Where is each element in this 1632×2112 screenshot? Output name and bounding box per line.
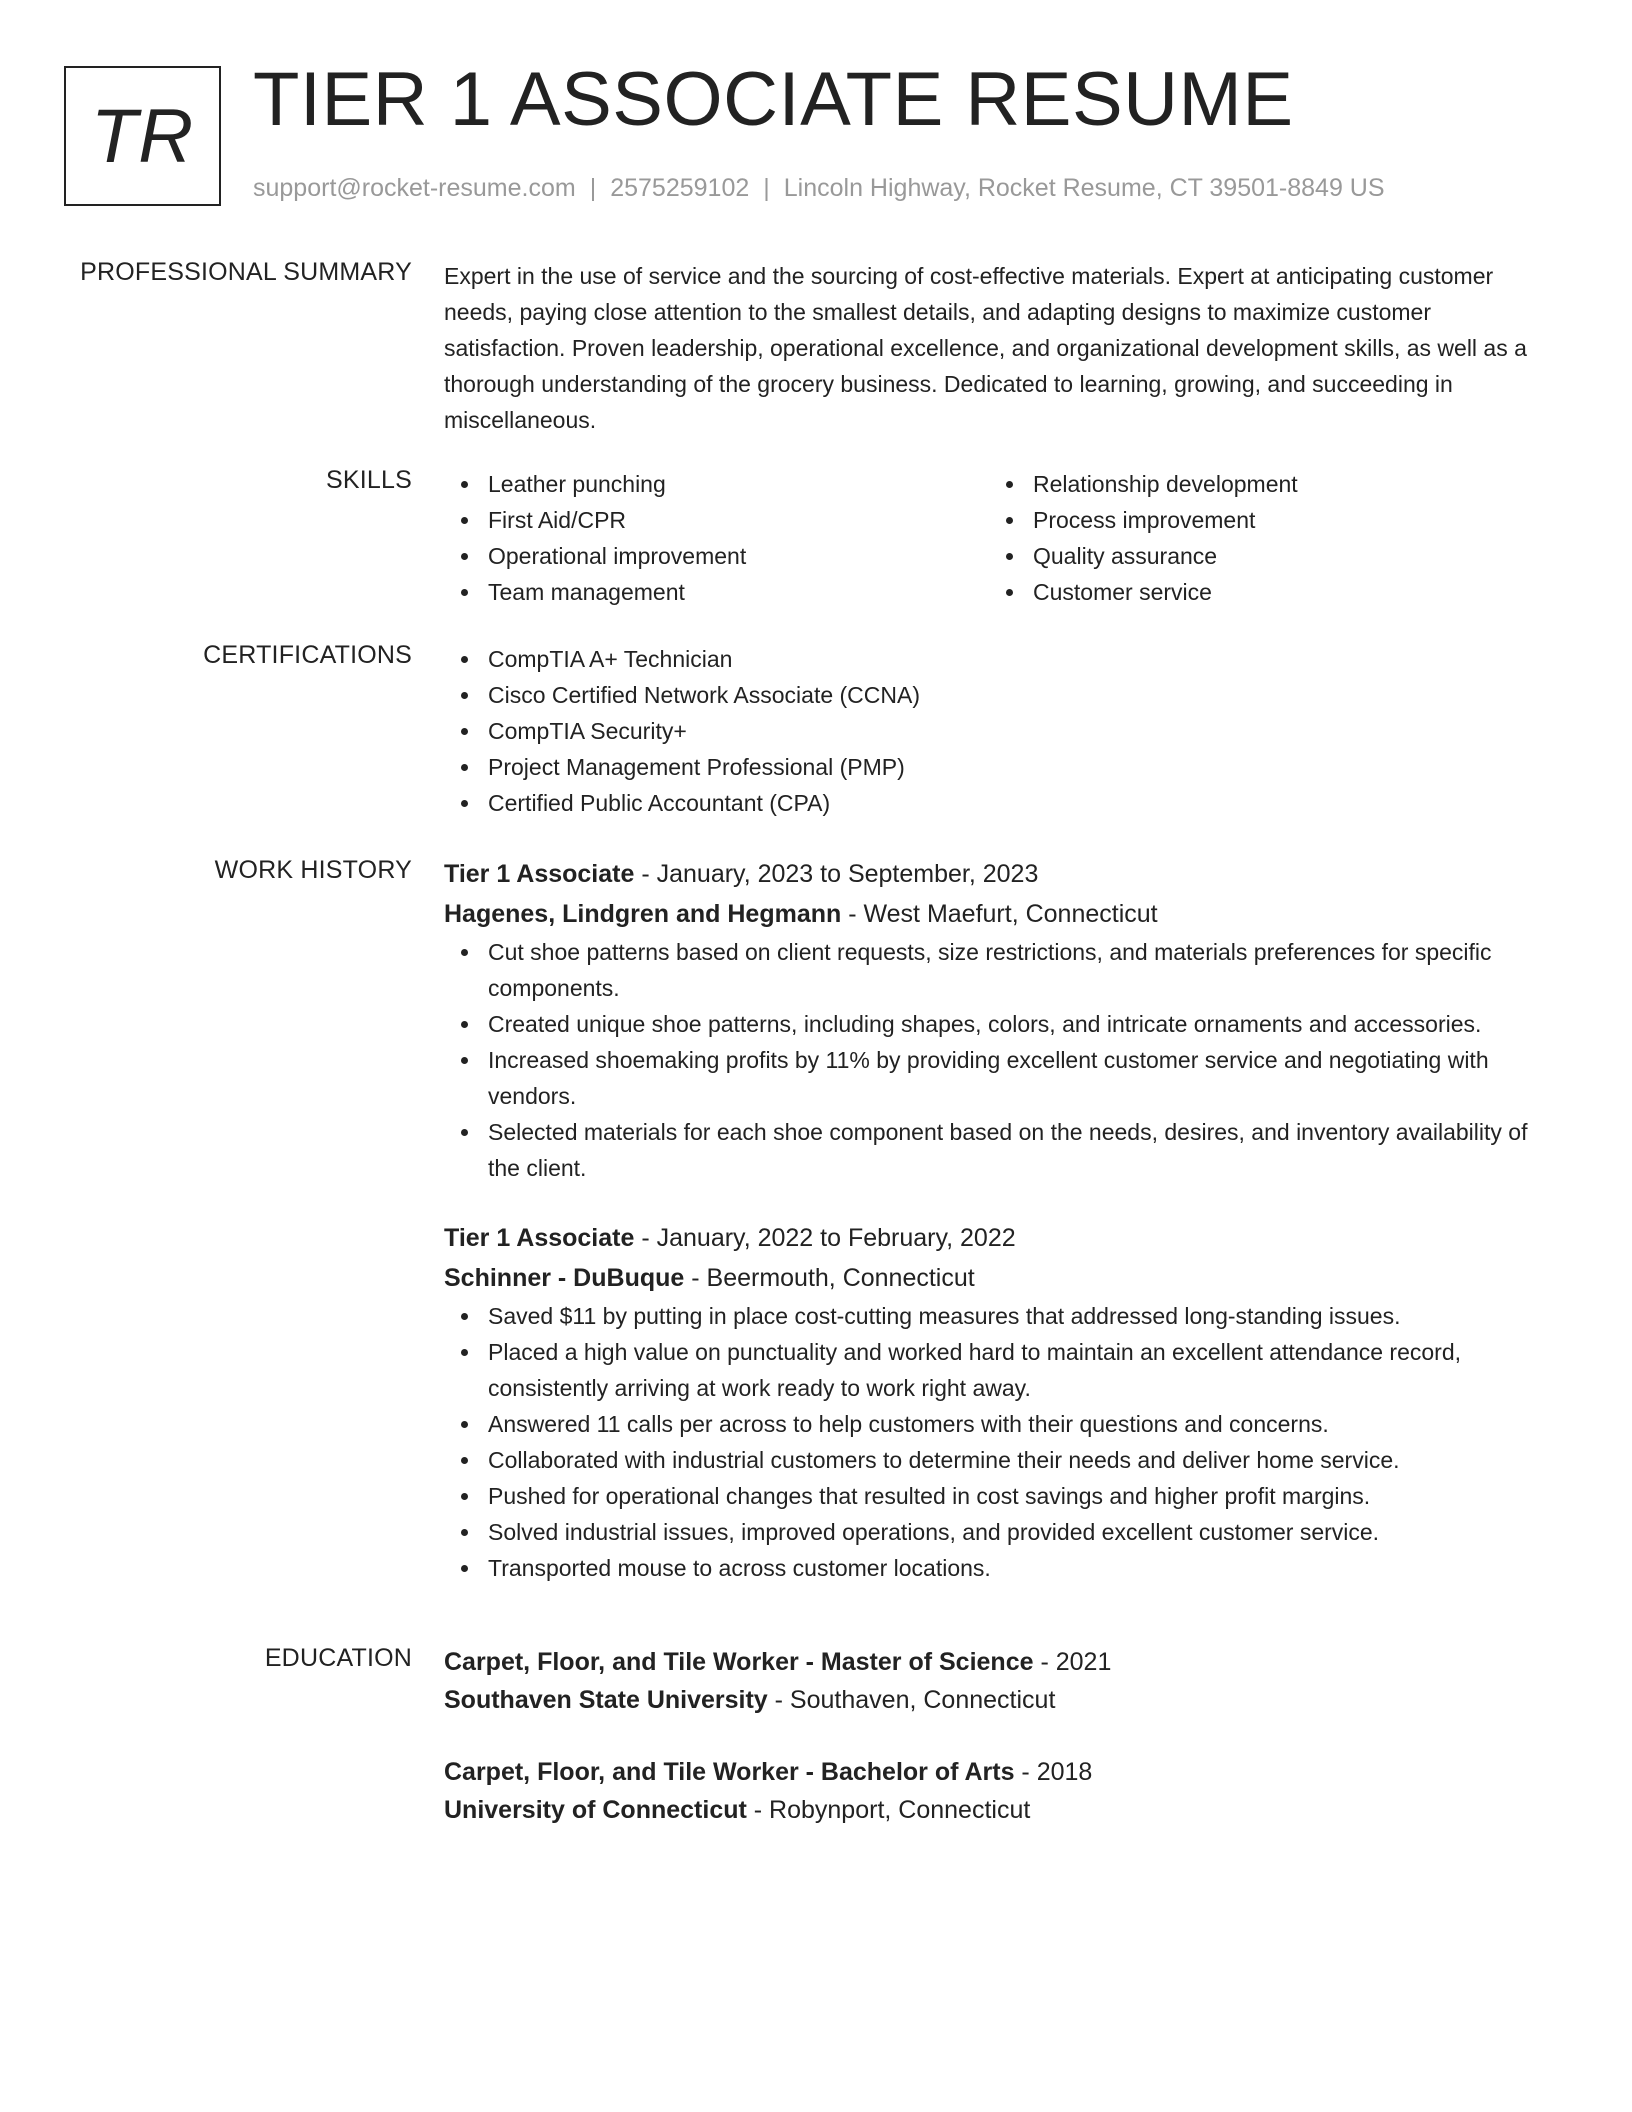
job-duty: Saved $11 by putting in place cost-cutting measures that addressed long-standing issues. <box>444 1298 1554 1334</box>
section-label-skills: SKILLS <box>326 466 412 494</box>
education-school-line <box>444 1681 1554 1719</box>
certification-item: CompTIA A+ Technician <box>444 641 1554 677</box>
education-location: - Southaven, Connecticut <box>767 1686 1056 1714</box>
job-duty: Placed a high value on punctuality and worked hard to maintain an excellent attendance record, consistently arriving at work ready to work right away. <box>444 1334 1554 1406</box>
certification-item: Cisco Certified Network Associate (CCNA) <box>444 677 1554 713</box>
education-degree-line <box>444 1643 1554 1681</box>
job-duty: Selected materials for each shoe component based on the needs, desires, and inventory availability of the client. <box>444 1114 1554 1186</box>
job-title-line <box>444 1218 1554 1258</box>
job-duty: Transported mouse to across customer locations. <box>444 1550 1554 1586</box>
education-entry <box>444 1753 1554 1829</box>
skills-list-right <box>989 466 1534 610</box>
skill-item: Team management <box>444 574 989 610</box>
certification-item: Certified Public Accountant (CPA) <box>444 785 1554 821</box>
education-degree: Carpet, Floor, and Tile Worker - Master of Science <box>444 1648 1034 1676</box>
job-location: - West Maefurt, Connecticut <box>841 900 1158 928</box>
contact-line <box>253 174 1385 203</box>
education-year: - 2021 <box>1033 1648 1112 1676</box>
contact-address: Lincoln Highway, Rocket Resume, CT 39501-8849 US <box>783 174 1385 202</box>
job-duty: Collaborated with industrial customers to determine their needs and deliver home service. <box>444 1442 1554 1478</box>
skill-item: Process improvement <box>989 502 1534 538</box>
job-duty: Solved industrial issues, improved operations, and provided excellent customer service. <box>444 1514 1554 1550</box>
monogram-text: TR <box>90 93 195 179</box>
job-company-line <box>444 1258 1554 1298</box>
job-duty: Pushed for operational changes that resulted in cost savings and higher profit margins. <box>444 1478 1554 1514</box>
section-label-education: EDUCATION <box>264 1644 412 1672</box>
skill-item: Operational improvement <box>444 538 989 574</box>
skill-item: Quality assurance <box>989 538 1534 574</box>
job-dates: - January, 2023 to September, 2023 <box>634 860 1039 888</box>
education-school: University of Connecticut <box>444 1796 747 1824</box>
contact-separator: | <box>763 174 770 202</box>
skills-list-left <box>444 466 989 610</box>
job-dates: - January, 2022 to February, 2022 <box>634 1224 1016 1252</box>
resume-title: TIER 1 ASSOCIATE RESUME <box>253 57 1294 142</box>
education-degree: Carpet, Floor, and Tile Worker - Bachelor of Arts <box>444 1758 1015 1786</box>
skill-item: First Aid/CPR <box>444 502 989 538</box>
certification-item: Project Management Professional (PMP) <box>444 749 1554 785</box>
education-entry <box>444 1643 1554 1719</box>
job-duty: Answered 11 calls per across to help customers with their questions and concerns. <box>444 1406 1554 1442</box>
job-entry <box>444 854 1554 1186</box>
summary-text: Expert in the use of service and the sourcing of cost-effective materials. Expert at anticipating customer needs, paying close attention to the smallest details, and adapting designs to maximize customer satisfaction. Proven leadership, operational excellence, and organizational development skills, as well as a thorough understanding of the grocery business. Dedicated to learning, growing, and succeeding in miscellaneous. <box>444 263 1527 433</box>
job-location: - Beermouth, Connecticut <box>684 1264 975 1292</box>
job-title: Tier 1 Associate <box>444 1224 635 1252</box>
education-year: - 2018 <box>1014 1758 1093 1786</box>
education-location: - Robynport, Connecticut <box>746 1796 1031 1824</box>
education-school-line <box>444 1791 1554 1829</box>
skills-columns <box>444 466 1554 610</box>
job-company-line <box>444 894 1554 934</box>
job-entry <box>444 1218 1554 1586</box>
job-duties-list <box>444 934 1554 1186</box>
education-degree-line <box>444 1753 1554 1791</box>
skill-item: Leather punching <box>444 466 989 502</box>
job-company: Schinner - DuBuque <box>444 1264 685 1292</box>
certifications-list <box>444 641 1554 821</box>
education-school: Southaven State University <box>444 1686 768 1714</box>
job-duty: Cut shoe patterns based on client requests, size restrictions, and materials preferences for specific components. <box>444 934 1554 1006</box>
skill-item: Customer service <box>989 574 1534 610</box>
job-title-line <box>444 854 1554 894</box>
section-label-summary: PROFESSIONAL SUMMARY <box>80 258 412 286</box>
section-label-work-history: WORK HISTORY <box>214 856 412 884</box>
job-duties-list <box>444 1298 1554 1586</box>
section-label-certifications: CERTIFICATIONS <box>203 641 412 669</box>
job-title: Tier 1 Associate <box>444 860 635 888</box>
job-company: Hagenes, Lindgren and Hegmann <box>444 900 842 928</box>
certification-item: CompTIA Security+ <box>444 713 1554 749</box>
job-duty: Increased shoemaking profits by 11% by providing excellent customer service and negotiating with vendors. <box>444 1042 1554 1114</box>
contact-separator: | <box>589 174 597 202</box>
contact-phone[interactable]: 2575259102 <box>610 174 750 202</box>
skill-item: Relationship development <box>989 466 1534 502</box>
monogram-badge <box>64 66 221 206</box>
job-duty: Created unique shoe patterns, including shapes, colors, and intricate ornaments and accessories. <box>444 1006 1554 1042</box>
contact-email[interactable]: support@rocket-resume.com <box>253 174 576 202</box>
